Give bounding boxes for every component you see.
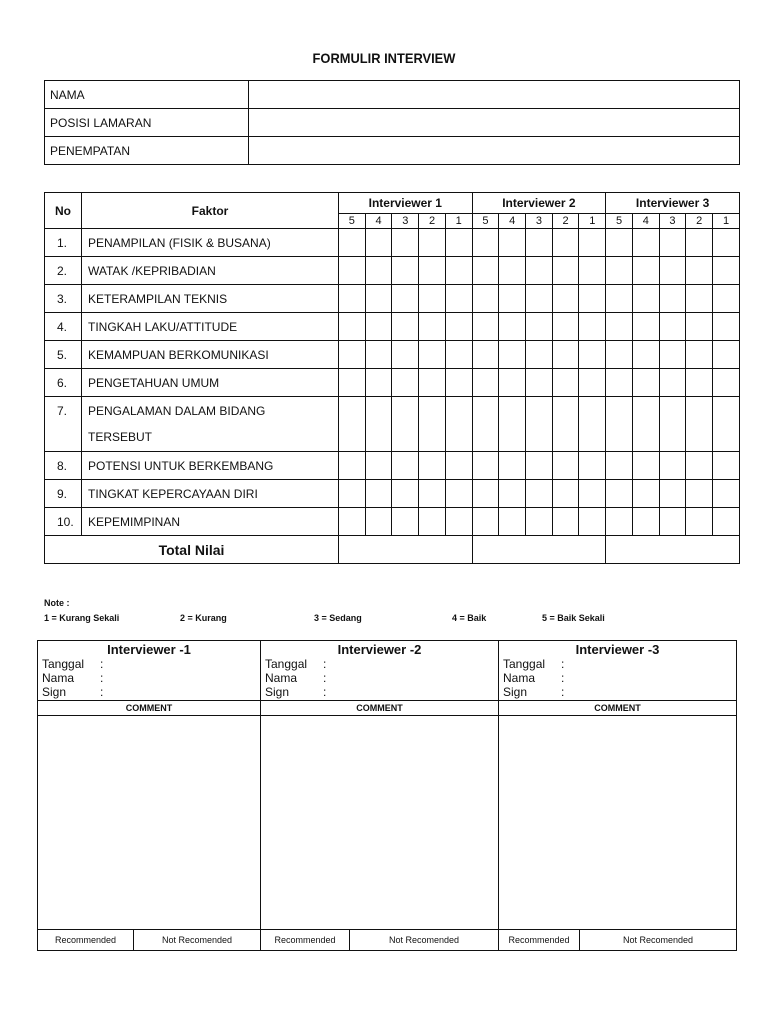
score-cell[interactable] — [365, 369, 392, 397]
score-cell[interactable] — [632, 508, 659, 536]
interviewer-box-title: Interviewer -3 — [575, 642, 660, 657]
row-number: 10. — [45, 508, 82, 536]
score-cell[interactable] — [552, 257, 579, 285]
score-cell[interactable] — [499, 369, 526, 397]
score-cell[interactable] — [713, 313, 740, 341]
faktor-text: PENGALAMAN DALAM BIDANG — [88, 404, 266, 418]
tanggal-label: Tanggal — [503, 657, 546, 671]
scale-value: 1 — [445, 214, 472, 229]
score-cell[interactable] — [686, 229, 713, 257]
info-value-field[interactable] — [249, 109, 740, 137]
score-cell[interactable] — [526, 480, 553, 508]
scale-value: 4 — [499, 214, 526, 229]
interviewer-boxes — [37, 640, 737, 951]
score-cell[interactable] — [659, 452, 686, 480]
sign-line[interactable]: Sign : — [42, 685, 104, 699]
score-cell[interactable] — [606, 480, 633, 508]
score-cell[interactable] — [579, 257, 606, 285]
interviewer-boxes-row — [38, 641, 737, 951]
score-cell[interactable] — [472, 313, 499, 341]
score-cell[interactable] — [713, 257, 740, 285]
legend-1: 1 = Kurang Sekali — [44, 613, 120, 623]
score-cell[interactable] — [365, 397, 392, 452]
tanggal-label: Tanggal — [265, 657, 308, 671]
sign-label: Sign — [265, 685, 290, 699]
score-cell[interactable] — [579, 229, 606, 257]
score-cell[interactable] — [713, 229, 740, 257]
score-cell[interactable] — [445, 369, 472, 397]
score-cell[interactable] — [552, 508, 579, 536]
row-faktor — [82, 480, 339, 508]
row-number: 7. — [45, 397, 82, 452]
score-row — [45, 341, 740, 369]
scale-value: 3 — [659, 214, 686, 229]
score-cell[interactable] — [499, 397, 526, 452]
row-number: 9. — [45, 480, 82, 508]
row-faktor — [82, 397, 339, 452]
score-cell[interactable] — [579, 369, 606, 397]
sign-line[interactable]: Sign : — [265, 685, 327, 699]
score-cell[interactable] — [713, 397, 740, 452]
score-cell[interactable] — [392, 397, 419, 452]
score-row — [45, 257, 740, 285]
score-cell[interactable] — [392, 257, 419, 285]
score-cell[interactable] — [552, 341, 579, 369]
score-cell[interactable] — [632, 369, 659, 397]
legend-4: 4 = Baik — [452, 613, 487, 623]
faktor-text-continued: TERSEBUT — [88, 430, 153, 444]
interviewer-2-header: Interviewer 2 — [472, 193, 606, 214]
nama-label: Nama — [265, 671, 298, 685]
score-cell[interactable] — [686, 508, 713, 536]
row-faktor — [82, 369, 339, 397]
score-cell[interactable] — [579, 452, 606, 480]
score-cell[interactable] — [499, 285, 526, 313]
score-cell[interactable] — [419, 229, 446, 257]
score-cell[interactable] — [526, 397, 553, 452]
score-cell[interactable] — [365, 480, 392, 508]
score-cell[interactable] — [445, 480, 472, 508]
legend-2: 2 = Kurang — [180, 613, 227, 623]
info-row-nama — [45, 81, 740, 109]
score-cell[interactable] — [579, 313, 606, 341]
score-cell[interactable] — [472, 397, 499, 452]
score-cell[interactable] — [632, 285, 659, 313]
score-cell[interactable] — [365, 229, 392, 257]
score-cell[interactable] — [365, 341, 392, 369]
recommended-option[interactable]: Recommended — [499, 930, 580, 950]
nama-label: Nama — [42, 671, 75, 685]
score-cell[interactable] — [659, 341, 686, 369]
recommended-option[interactable]: Recommended — [261, 930, 350, 950]
score-cell[interactable] — [419, 341, 446, 369]
comment-area[interactable] — [38, 716, 260, 929]
note-label: Note : — [44, 598, 70, 608]
score-cell[interactable] — [659, 229, 686, 257]
row-number: 8. — [45, 452, 82, 480]
score-row — [45, 452, 740, 480]
score-cell[interactable] — [606, 341, 633, 369]
comment-header: COMMENT — [499, 700, 736, 716]
score-cell[interactable] — [445, 285, 472, 313]
score-cell[interactable] — [606, 257, 633, 285]
score-cell[interactable] — [419, 480, 446, 508]
score-cell[interactable] — [445, 452, 472, 480]
score-cell[interactable] — [526, 229, 553, 257]
nama-line[interactable]: Nama : — [42, 671, 104, 685]
score-cell[interactable] — [659, 508, 686, 536]
score-cell[interactable] — [659, 369, 686, 397]
total-cell[interactable] — [472, 536, 606, 564]
score-cell[interactable] — [579, 285, 606, 313]
row-number: 3. — [45, 285, 82, 313]
score-cell[interactable] — [392, 369, 419, 397]
row-number: 6. — [45, 369, 82, 397]
legend-3: 3 = Sedang — [314, 613, 362, 623]
score-cell[interactable] — [659, 285, 686, 313]
score-cell[interactable] — [365, 508, 392, 536]
col-faktor-header: Faktor — [82, 193, 339, 229]
score-cell[interactable] — [526, 257, 553, 285]
score-cell[interactable] — [686, 285, 713, 313]
score-cell[interactable] — [579, 397, 606, 452]
faktor-text: WATAK /KEPRIBADIAN — [88, 263, 216, 278]
scale-value: 4 — [632, 214, 659, 229]
score-cell[interactable] — [472, 229, 499, 257]
score-cell[interactable] — [552, 480, 579, 508]
score-cell[interactable] — [552, 285, 579, 313]
faktor-text: KETERAMPILAN TEKNIS — [88, 291, 228, 306]
recommendation-row — [499, 929, 736, 950]
score-cell[interactable] — [713, 508, 740, 536]
total-cell[interactable] — [606, 536, 740, 564]
score-cell[interactable] — [392, 480, 419, 508]
interviewer-box-1 — [38, 641, 261, 951]
recommendation-row — [38, 929, 260, 950]
interviewer-box-3 — [499, 641, 737, 951]
score-cell[interactable] — [552, 313, 579, 341]
nama-label: Nama — [503, 671, 536, 685]
row-faktor — [82, 341, 339, 369]
score-cell[interactable] — [419, 313, 446, 341]
comment-header: COMMENT — [261, 700, 498, 716]
sign-label: Sign — [503, 685, 528, 699]
score-cell[interactable] — [339, 229, 366, 257]
comment-header: COMMENT — [38, 700, 260, 716]
nama-line[interactable]: Nama : — [265, 671, 327, 685]
score-cell[interactable] — [552, 452, 579, 480]
score-row — [45, 229, 740, 257]
score-cell[interactable] — [419, 397, 446, 452]
score-cell[interactable] — [606, 452, 633, 480]
scale-value: 2 — [686, 214, 713, 229]
score-cell[interactable] — [686, 257, 713, 285]
info-row-penempatan — [45, 137, 740, 165]
score-cell[interactable] — [499, 452, 526, 480]
interviewer-3-header: Interviewer 3 — [606, 193, 740, 214]
score-cell[interactable] — [419, 508, 446, 536]
score-cell[interactable] — [552, 229, 579, 257]
scale-value: 2 — [419, 214, 446, 229]
score-cell[interactable] — [579, 508, 606, 536]
info-label: NAMA — [45, 81, 249, 109]
score-cell[interactable] — [686, 341, 713, 369]
score-cell[interactable] — [606, 397, 633, 452]
info-row-posisi — [45, 109, 740, 137]
scale-value: 3 — [526, 214, 553, 229]
score-cell[interactable] — [445, 341, 472, 369]
score-cell[interactable] — [686, 313, 713, 341]
sign-label: Sign — [42, 685, 67, 699]
score-cell[interactable] — [365, 313, 392, 341]
score-cell[interactable] — [445, 313, 472, 341]
info-value-field[interactable] — [249, 81, 740, 109]
score-cell[interactable] — [526, 285, 553, 313]
score-cell[interactable] — [606, 508, 633, 536]
score-cell[interactable] — [713, 452, 740, 480]
score-cell[interactable] — [713, 285, 740, 313]
scale-value: 3 — [392, 214, 419, 229]
score-cell[interactable] — [472, 480, 499, 508]
interviewer-box-2 — [261, 641, 499, 951]
tanggal-line[interactable]: Tanggal : — [265, 657, 327, 671]
faktor-text: PENAMPILAN (FISIK & BUSANA) — [88, 235, 271, 250]
score-cell[interactable] — [499, 257, 526, 285]
not-recommended-option[interactable]: Not Recomended — [161, 935, 233, 945]
tanggal-label: Tanggal — [42, 657, 85, 671]
score-cell[interactable] — [472, 285, 499, 313]
score-cell[interactable] — [339, 397, 366, 452]
info-label: POSISI LAMARAN — [45, 109, 249, 137]
score-cell[interactable] — [659, 480, 686, 508]
row-number: 2. — [45, 257, 82, 285]
not-recommended-option[interactable]: Not Recomended — [388, 935, 460, 945]
interviewer-box-title: Interviewer -2 — [337, 642, 422, 657]
score-cell[interactable] — [579, 480, 606, 508]
total-cell[interactable] — [339, 536, 473, 564]
score-cell[interactable] — [339, 341, 366, 369]
faktor-text: PENGETAHUAN UMUM — [88, 375, 220, 390]
tanggal-line[interactable]: Tanggal : — [42, 657, 104, 671]
score-cell[interactable] — [606, 229, 633, 257]
score-cell[interactable] — [339, 257, 366, 285]
score-cell[interactable] — [526, 341, 553, 369]
score-cell[interactable] — [713, 480, 740, 508]
score-cell[interactable] — [606, 285, 633, 313]
interviewer-box-title: Interviewer -1 — [107, 642, 191, 657]
score-cell[interactable] — [499, 480, 526, 508]
score-table — [44, 192, 740, 564]
score-cell[interactable] — [445, 397, 472, 452]
scale-value: 4 — [365, 214, 392, 229]
score-cell[interactable] — [392, 508, 419, 536]
score-cell[interactable] — [339, 369, 366, 397]
score-header-row — [45, 193, 740, 214]
nama-line[interactable]: Nama : — [503, 671, 565, 685]
score-cell[interactable] — [472, 508, 499, 536]
score-cell[interactable] — [713, 369, 740, 397]
comment-area[interactable] — [261, 716, 498, 929]
score-cell[interactable] — [713, 341, 740, 369]
score-cell[interactable] — [686, 452, 713, 480]
comment-area[interactable] — [499, 716, 736, 929]
scale-value: 2 — [552, 214, 579, 229]
score-cell[interactable] — [392, 452, 419, 480]
row-faktor — [82, 285, 339, 313]
interviewer-1-header: Interviewer 1 — [339, 193, 473, 214]
score-cell[interactable] — [499, 313, 526, 341]
score-cell[interactable] — [472, 341, 499, 369]
score-cell[interactable] — [339, 480, 366, 508]
score-cell[interactable] — [472, 369, 499, 397]
score-cell[interactable] — [419, 257, 446, 285]
score-cell[interactable] — [632, 229, 659, 257]
score-cell[interactable] — [499, 341, 526, 369]
total-label: Total Nilai — [45, 536, 339, 564]
score-cell[interactable] — [659, 397, 686, 452]
col-no-header: No — [45, 193, 82, 229]
score-cell[interactable] — [419, 285, 446, 313]
score-cell[interactable] — [686, 397, 713, 452]
row-number: 4. — [45, 313, 82, 341]
scale-value: 5 — [339, 214, 366, 229]
score-cell[interactable] — [392, 341, 419, 369]
total-row — [45, 536, 740, 564]
score-cell[interactable] — [445, 508, 472, 536]
row-number: 5. — [45, 341, 82, 369]
score-cell[interactable] — [365, 285, 392, 313]
score-cell[interactable] — [392, 229, 419, 257]
faktor-text: TINGKAH LAKU/ATTITUDE — [88, 319, 238, 334]
score-cell[interactable] — [339, 285, 366, 313]
score-row — [45, 285, 740, 313]
faktor-text: TINGKAT KEPERCAYAAN DIRI — [88, 486, 258, 501]
score-cell[interactable] — [659, 257, 686, 285]
recommendation-row — [261, 929, 498, 950]
score-cell[interactable] — [606, 313, 633, 341]
info-value-field[interactable] — [249, 137, 740, 165]
form-title: FORMULIR INTERVIEW — [312, 50, 456, 66]
scale-value: 5 — [472, 214, 499, 229]
faktor-text: POTENSI UNTUK BERKEMBANG — [88, 458, 274, 473]
score-cell[interactable] — [632, 313, 659, 341]
score-cell[interactable] — [579, 341, 606, 369]
score-cell[interactable] — [392, 285, 419, 313]
recommended-option[interactable]: Recommended — [38, 930, 134, 950]
row-faktor — [82, 229, 339, 257]
score-cell[interactable] — [526, 313, 553, 341]
score-cell[interactable] — [392, 313, 419, 341]
faktor-text: KEPEMIMPINAN — [88, 514, 181, 529]
score-cell[interactable] — [339, 313, 366, 341]
score-cell[interactable] — [632, 397, 659, 452]
score-cell[interactable] — [419, 452, 446, 480]
row-faktor — [82, 313, 339, 341]
applicant-info-table — [44, 80, 740, 165]
score-cell[interactable] — [632, 341, 659, 369]
score-cell[interactable] — [472, 452, 499, 480]
score-row — [45, 397, 740, 452]
score-cell[interactable] — [632, 480, 659, 508]
scale-value: 1 — [713, 214, 740, 229]
score-cell[interactable] — [686, 369, 713, 397]
score-row — [45, 480, 740, 508]
score-cell[interactable] — [339, 508, 366, 536]
score-cell[interactable] — [632, 452, 659, 480]
score-cell[interactable] — [552, 397, 579, 452]
info-label: PENEMPATAN — [45, 137, 249, 165]
score-cell[interactable] — [686, 480, 713, 508]
legend-5: 5 = Baik Sekali — [542, 613, 605, 623]
score-cell[interactable] — [445, 229, 472, 257]
score-cell[interactable] — [526, 452, 553, 480]
row-faktor — [82, 257, 339, 285]
score-cell[interactable] — [445, 257, 472, 285]
faktor-text: KEMAMPUAN BERKOMUNIKASI — [88, 347, 269, 362]
score-cell[interactable] — [365, 257, 392, 285]
score-row — [45, 508, 740, 536]
score-cell[interactable] — [419, 369, 446, 397]
score-cell[interactable] — [499, 229, 526, 257]
scale-value: 5 — [606, 214, 633, 229]
score-cell[interactable] — [365, 452, 392, 480]
sign-line[interactable]: Sign : — [503, 685, 565, 699]
score-cell[interactable] — [526, 508, 553, 536]
not-recommended-option[interactable]: Not Recomended — [622, 935, 694, 945]
score-cell[interactable] — [526, 369, 553, 397]
score-cell[interactable] — [552, 369, 579, 397]
tanggal-line[interactable]: Tanggal : — [503, 657, 565, 671]
score-cell[interactable] — [632, 257, 659, 285]
score-cell[interactable] — [472, 257, 499, 285]
row-number: 1. — [45, 229, 82, 257]
score-row — [45, 313, 740, 341]
score-cell[interactable] — [339, 452, 366, 480]
score-cell[interactable] — [499, 508, 526, 536]
score-cell[interactable] — [659, 313, 686, 341]
row-faktor — [82, 508, 339, 536]
score-row — [45, 369, 740, 397]
scale-value: 1 — [579, 214, 606, 229]
row-faktor — [82, 452, 339, 480]
score-cell[interactable] — [606, 369, 633, 397]
